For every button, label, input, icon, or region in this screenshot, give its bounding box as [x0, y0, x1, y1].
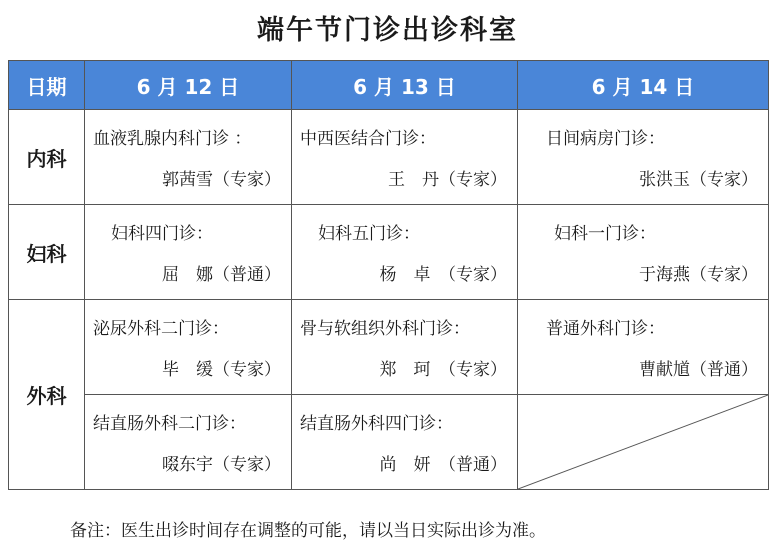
doctor-name: 张洪玉（专家） — [639, 170, 758, 190]
cell-waike-4 — [85, 395, 292, 490]
cell-neike-2 — [292, 110, 518, 205]
header-date-2: 6 月 13 日 — [292, 61, 518, 110]
header-row — [9, 61, 769, 110]
header-date-label: 日期 — [9, 61, 85, 110]
clinic-name: 妇科五门诊： — [318, 224, 420, 244]
clinic-name: 血液乳腺内科门诊 ： — [93, 129, 252, 149]
clinic-name: 普通外科门诊： — [546, 319, 665, 339]
doctor-name: 郭茜雪（专家） — [162, 170, 281, 190]
dept-neike: 内科 — [9, 110, 85, 205]
clinic-name: 日间病房门诊： — [546, 129, 665, 149]
row-neike — [9, 110, 769, 205]
clinic-name: 妇科一门诊： — [554, 224, 656, 244]
cell-neike-3 — [518, 110, 769, 205]
doctor-name: 啜东宇（专家） — [162, 455, 281, 475]
clinic-name: 泌尿外科二门诊： — [93, 319, 229, 339]
header-date-1: 6 月 12 日 — [85, 61, 292, 110]
dept-fuke: 妇科 — [9, 205, 85, 300]
dept-waike: 外科 — [9, 300, 85, 490]
doctor-name: 郑 珂 （专家） — [379, 360, 507, 380]
doctor-name: 王 丹（专家） — [388, 170, 507, 190]
cell-neike-1 — [85, 110, 292, 205]
cell-waike-5 — [292, 395, 518, 490]
row-waike-1 — [9, 300, 769, 395]
cell-fuke-2 — [292, 205, 518, 300]
doctor-name: 屈 娜（普通） — [162, 265, 281, 285]
cell-waike-3 — [518, 300, 769, 395]
schedule-table — [8, 60, 769, 490]
row-waike-2 — [9, 395, 769, 490]
clinic-name: 结直肠外科二门诊： — [93, 414, 246, 434]
cell-waike-1 — [85, 300, 292, 395]
clinic-name: 骨与软组织外科门诊： — [300, 319, 470, 339]
header-date-3: 6 月 14 日 — [518, 61, 769, 110]
footnote: 备注：医生出诊时间存在调整的可能，请以当日实际出诊为准。 — [70, 521, 546, 541]
clinic-name: 结直肠外科四门诊： — [300, 414, 453, 434]
doctor-name: 尚 妍 （普通） — [379, 455, 507, 475]
clinic-name: 中西医结合门诊： — [300, 129, 436, 149]
page-title: 端午节门诊出诊科室 — [257, 15, 518, 46]
doctor-name: 于海燕（专家） — [639, 265, 758, 285]
cell-waike-2 — [292, 300, 518, 395]
doctor-name: 杨 卓 （专家） — [379, 265, 507, 285]
cell-fuke-3 — [518, 205, 769, 300]
clinic-name: 妇科四门诊： — [111, 224, 213, 244]
doctor-name: 曹献馗（普通） — [639, 360, 758, 380]
row-fuke — [9, 205, 769, 300]
empty-cell-diagonal — [518, 395, 769, 490]
cell-fuke-1 — [85, 205, 292, 300]
diagonal-line — [518, 395, 768, 489]
doctor-name: 毕 缓（专家） — [162, 360, 281, 380]
